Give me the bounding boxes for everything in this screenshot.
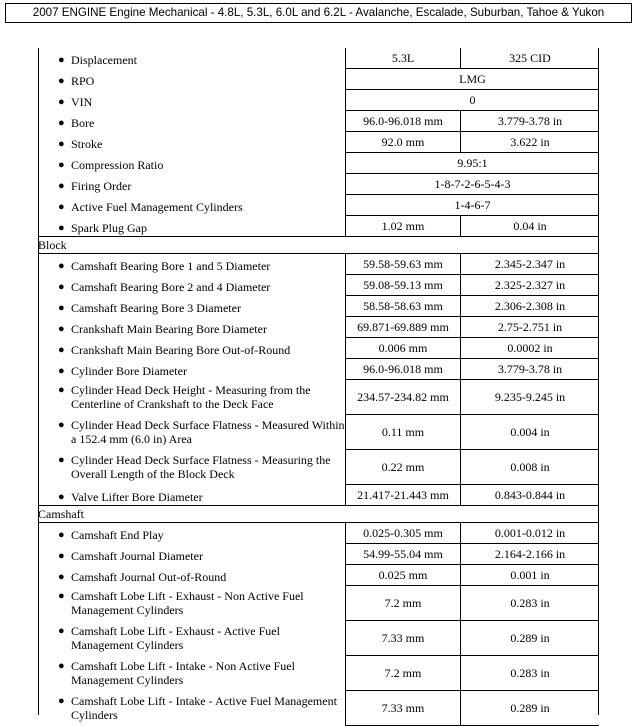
- english-value: 0.008 in: [510, 459, 550, 474]
- metric-value: 7.33 mm: [381, 700, 425, 715]
- bullet-icon: ●: [58, 625, 65, 637]
- english-value: 0.843-0.844 in: [494, 487, 566, 502]
- spec-label: Cylinder Head Deck Surface Flatness - Measuring the Overall Length of the Block Deck: [71, 453, 331, 481]
- spec-label: VIN: [71, 95, 93, 109]
- table-row: [38, 691, 599, 726]
- bullet-icon: ●: [58, 695, 65, 707]
- spec-label: Valve Lifter Bore Diameter: [71, 489, 203, 504]
- spec-label: Crankshaft Main Bearing Bore Out-of-Round: [71, 343, 291, 357]
- bullet-icon: ●: [58, 117, 65, 129]
- metric-value: 0.025-0.305 mm: [363, 525, 443, 540]
- table-row: [38, 111, 599, 132]
- english-value: 0.004 in: [510, 424, 550, 439]
- bullet-icon: ●: [58, 550, 65, 562]
- metric-value: 1.02 mm: [381, 218, 425, 233]
- spec-label: Firing Order: [71, 179, 132, 193]
- table-row: [38, 415, 599, 450]
- spec-label: Compression Ratio: [71, 158, 164, 172]
- table-row: [38, 216, 599, 237]
- spec-label: Camshaft Lobe Lift - Exhaust - Active Fuel Management Cylinders: [71, 624, 280, 652]
- table-row: [38, 317, 599, 338]
- header-title: 2007 ENGINE Engine Mechanical - 4.8L, 5.3L, 6.0L and 6.2L - Avalanche, Escalade, Suburban, Tahoe & Yukon: [32, 6, 605, 19]
- table-row: [38, 565, 599, 586]
- metric-value: 7.2 mm: [384, 665, 422, 680]
- english-value: 0.283 in: [510, 665, 550, 680]
- metric-value: 59.58-59.63 mm: [363, 256, 443, 271]
- table-row: [38, 153, 599, 174]
- metric-value: 0.22 mm: [381, 459, 425, 474]
- metric-value: 96.0-96.018 mm: [363, 361, 443, 376]
- metric-value: 96.0-96.018 mm: [363, 113, 443, 128]
- spec-label: Camshaft Journal Out-of-Round: [71, 570, 227, 584]
- spec-label: Camshaft Bearing Bore 2 and 4 Diameter: [71, 280, 271, 294]
- bullet-icon: ●: [58, 180, 65, 192]
- spec-label: Cylinder Head Deck Surface Flatness - Measured Within a 152.4 mm (6.0 in) Area: [71, 418, 345, 446]
- spec-label: RPO: [71, 74, 95, 88]
- section-title: Block: [38, 238, 67, 252]
- table-row: [38, 296, 599, 317]
- bullet-icon: ●: [58, 490, 65, 503]
- english-value: 0.289 in: [510, 630, 550, 645]
- bullet-icon: ●: [58, 138, 65, 150]
- spec-label: Camshaft Lobe Lift - Exhaust - Non Active Fuel Management Cylinders: [71, 589, 304, 617]
- english-value: 0.001-0.012 in: [494, 525, 566, 540]
- table-row: [38, 174, 599, 195]
- table-row: [38, 195, 599, 216]
- bullet-icon: ●: [58, 529, 65, 542]
- english-value: 0.289 in: [510, 700, 550, 715]
- bullet-icon: ●: [58, 384, 65, 396]
- table-row: [38, 90, 599, 111]
- spec-value: 9.95:1: [457, 155, 488, 170]
- table-row: [38, 380, 599, 415]
- english-value: 0.0002 in: [507, 340, 553, 355]
- bullet-icon: ●: [58, 54, 65, 67]
- spec-label: Cylinder Head Deck Height - Measuring from the Centerline of Crankshaft to the Deck Face: [71, 383, 311, 411]
- bullet-icon: ●: [58, 323, 65, 335]
- bullet-icon: ●: [58, 660, 65, 672]
- metric-value: 0.006 mm: [378, 340, 428, 355]
- bullet-icon: ●: [58, 302, 65, 314]
- spec-label: Camshaft Lobe Lift - Intake - Non Active Fuel Management Cylinders: [71, 659, 295, 687]
- metric-value: 92.0 mm: [381, 134, 425, 149]
- section-header-block: [38, 237, 599, 254]
- table-row: [38, 338, 599, 359]
- english-value: 2.325-2.327 in: [494, 277, 566, 292]
- specifications-table: [38, 48, 599, 726]
- english-value: 2.75-2.751 in: [497, 319, 563, 334]
- metric-value: 69.871-69.889 mm: [357, 319, 449, 334]
- spec-label: Displacement: [71, 53, 137, 68]
- metric-value: 21.417-21.443 mm: [357, 487, 449, 502]
- spec-label: Active Fuel Management Cylinders: [71, 200, 243, 214]
- spec-label: Camshaft Bearing Bore 1 and 5 Diameter: [71, 259, 271, 274]
- bullet-icon: ●: [58, 365, 65, 377]
- metric-value: 59.08-59.13 mm: [363, 277, 443, 292]
- spec-value: 1-8-7-2-6-5-4-3: [434, 176, 511, 191]
- table-row: [38, 544, 599, 565]
- english-value: 2.306-2.308 in: [494, 298, 566, 313]
- english-value: 0.001 in: [510, 567, 550, 582]
- bullet-icon: ●: [58, 201, 65, 213]
- table-row: [38, 254, 599, 275]
- bullet-icon: ●: [58, 590, 65, 602]
- english-value: 3.779-3.78 in: [497, 361, 563, 376]
- table-row: [38, 132, 599, 153]
- english-value: 9.235-9.245 in: [494, 389, 566, 404]
- metric-value: 7.33 mm: [381, 630, 425, 645]
- english-value: 2.345-2.347 in: [494, 256, 566, 271]
- table-row: [38, 621, 599, 656]
- spec-label: Cylinder Bore Diameter: [71, 364, 187, 378]
- bullet-icon: ●: [58, 454, 65, 466]
- spec-label: Spark Plug Gap: [71, 220, 147, 235]
- bullet-icon: ●: [58, 75, 65, 87]
- spec-label: Camshaft Bearing Bore 3 Diameter: [71, 301, 241, 315]
- metric-value: 234.57-234.82 mm: [357, 389, 449, 404]
- english-value: 0.283 in: [510, 595, 550, 610]
- metric-value: 0.025 mm: [378, 567, 428, 582]
- bullet-icon: ●: [58, 281, 65, 293]
- metric-value: 54.99-55.04 mm: [363, 546, 443, 561]
- english-value: 3.622 in: [510, 134, 550, 149]
- spec-value: LMG: [459, 71, 486, 86]
- spec-label: Stroke: [71, 137, 103, 151]
- bullet-icon: ●: [58, 96, 65, 108]
- document-header: [5, 3, 632, 23]
- bullet-icon: ●: [58, 419, 65, 431]
- table-row: [38, 656, 599, 691]
- bullet-icon: ●: [58, 221, 65, 234]
- spec-value: 1-4-6-7: [454, 197, 491, 212]
- table-row: [38, 450, 599, 485]
- spec-label: Crankshaft Main Bearing Bore Diameter: [71, 322, 267, 336]
- english-value: 3.779-3.78 in: [497, 113, 563, 128]
- table-row: [38, 48, 599, 69]
- table-row: [38, 275, 599, 296]
- table-row: [38, 523, 599, 544]
- bullet-icon: ●: [58, 571, 65, 583]
- table-row: [38, 69, 599, 90]
- english-value: 325 CID: [509, 50, 551, 65]
- bullet-icon: ●: [58, 260, 65, 273]
- table-row: [38, 586, 599, 621]
- spec-label: Bore: [71, 116, 95, 130]
- spec-value: 0: [469, 92, 476, 107]
- spec-label: Camshaft Lobe Lift - Intake - Active Fuel Management Cylinders: [71, 694, 337, 722]
- english-value: 0.04 in: [513, 218, 547, 233]
- metric-value: 7.2 mm: [384, 595, 422, 610]
- section-title: Camshaft: [38, 507, 84, 521]
- metric-value: 0.11 mm: [381, 424, 425, 439]
- metric-value: 5.3L: [391, 50, 415, 65]
- bullet-icon: ●: [58, 344, 65, 356]
- section-header-camshaft: [38, 506, 599, 523]
- spec-label: Camshaft End Play: [71, 528, 164, 543]
- english-value: 2.164-2.166 in: [494, 546, 566, 561]
- metric-value: 58.58-58.63 mm: [363, 298, 443, 313]
- bullet-icon: ●: [58, 159, 65, 171]
- table-row: [38, 485, 599, 506]
- spec-label: Camshaft Journal Diameter: [71, 549, 203, 563]
- table-row: [38, 359, 599, 380]
